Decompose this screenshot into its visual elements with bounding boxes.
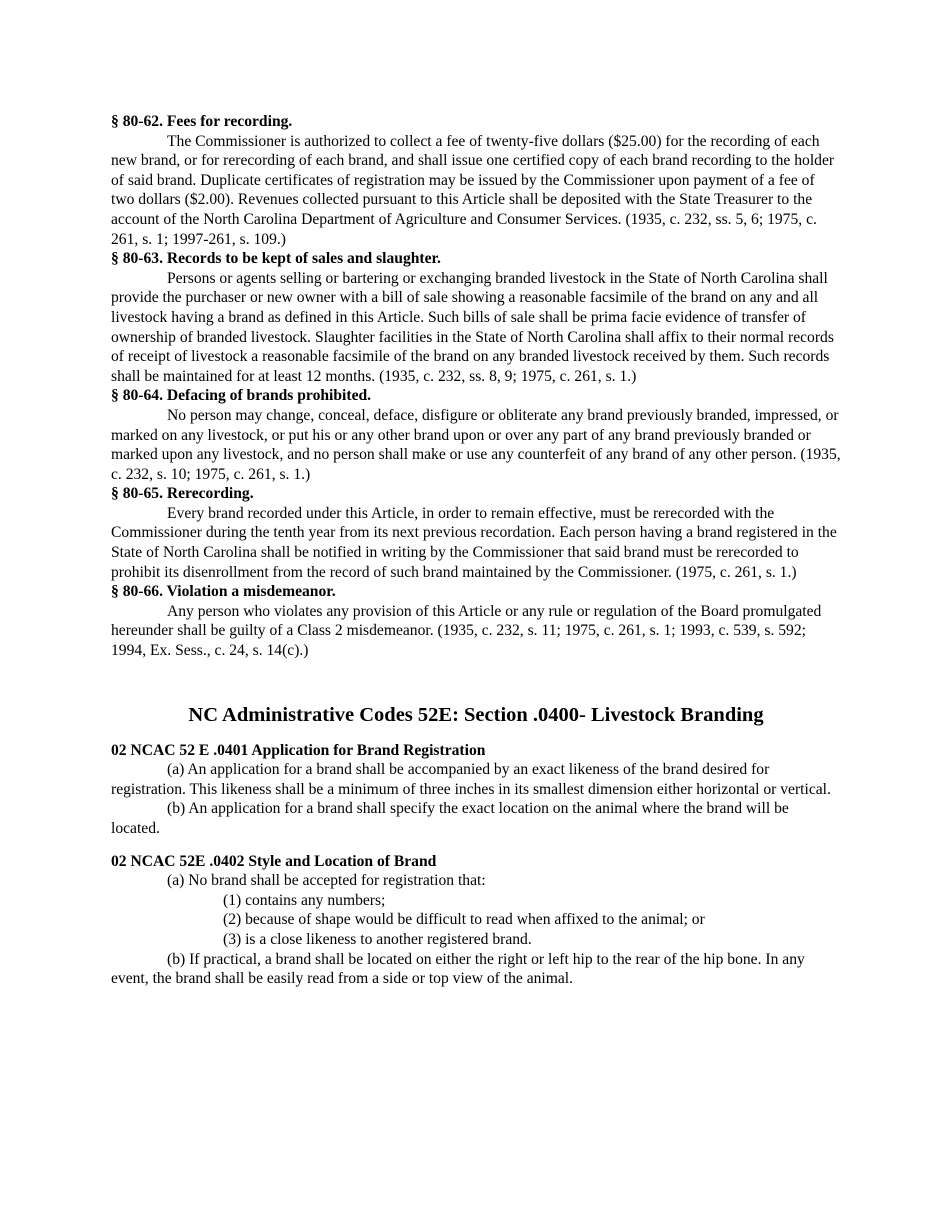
rule-paragraph-a: (a) No brand shall be accepted for registration that:	[167, 872, 486, 890]
spacer	[111, 839, 841, 852]
rule-0401	[111, 741, 841, 839]
list-item: (2) because of shape would be difficult to read when affixed to the animal; or	[223, 911, 705, 929]
statute-80-66	[111, 582, 841, 660]
rule-0402	[111, 852, 841, 989]
document-page	[111, 112, 841, 989]
rule-heading: 02 NCAC 52E .0402 Style and Location of Brand	[111, 852, 437, 870]
rule-paragraph-a: (a) An application for a brand shall be accompanied by an exact likeness of the brand desired for registration. This likeness shall be a minimum of three inches in its smallest dimension either horizontal or vertical.	[111, 761, 831, 798]
section-paragraph: Persons or agents selling or bartering or exchanging branded livestock in the State of North Carolina shall provide the purchaser or new owner with a bill of sale showing a reasonable facsimile of the brand on any and all livestock having a brand as defined in this Article. Such bills of sale shall be prima facie evidence of transfer of ownership of branded livestock. Slaughter facilities in the State of North Carolina shall affix to their normal records of receipt of livestock a reasonable facsimile of the brand on any branded livestock received by them. Such records shall be maintained for at least 12 months. (1935, c. 232, ss. 8, 9; 1975, c. 261, s. 1.)	[111, 269, 834, 385]
section-heading: § 80-62. Fees for recording.	[111, 113, 293, 130]
section-heading: § 80-64. Defacing of brands prohibited.	[111, 387, 372, 405]
list-item: (3) is a close likeness to another registered brand.	[223, 930, 532, 948]
spacer	[111, 728, 841, 741]
statute-80-64	[111, 386, 841, 484]
section-paragraph: Any person who violates any provision of this Article or any rule or regulation of the Board promulgated hereunder shall be guilty of a Class 2 misdemeanor. (1935, c. 232, s. 11; 1975, c. 261, s. 1; 1993, c. 539, s. 592; 1994, Ex. Sess., c. 24, s. 14(c).)	[111, 602, 822, 660]
rule-heading: 02 NCAC 52 E .0401 Application for Brand Registration	[111, 741, 486, 759]
rule-paragraph-b: (b) An application for a brand shall specify the exact location on the animal where the brand will be located.	[111, 800, 789, 837]
section-heading: § 80-66. Violation a misdemeanor.	[111, 583, 336, 601]
section-paragraph: No person may change, conceal, deface, disfigure or obliterate any brand previously branded, impressed, or marked on any livestock, or put his or any other brand upon or over any part of any brand previously branded or marked upon any livestock, and no person shall make or use any counterfeit of any brand of any other person. (1935, c. 232, s. 10; 1975, c. 261, s. 1.)	[111, 406, 841, 483]
section-paragraph: The Commissioner is authorized to collect a fee of twenty-five dollars ($25.00) for the recording of each new brand, or for rerecording of each brand, and shall issue one certified copy of each brand recording to the holder of said brand. Duplicate certificates of registration may be issued by the Commissioner upon payment of a fee of two dollars ($2.00). Revenues collected pursuant to this Article shall be deposited with the State Treasurer to the account of the North Carolina Department of Agriculture and Consumer Services. (1935, c. 232, ss. 5, 6; 1975, c. 261, s. 1; 1997-261, s. 109.)	[111, 132, 835, 248]
list-item: (1) contains any numbers;	[223, 891, 386, 909]
section-paragraph: Every brand recorded under this Article, in order to remain effective, must be rerecorded with the Commissioner during the tenth year from its next previous recordation. Each person having a brand registered in the State of North Carolina shall be notified in writing by the Commissioner that said brand must be rerecorded to prohibit its disenrollment from the record of such brand maintained by the Commissioner. (1975, c. 261, s. 1.)	[111, 504, 837, 581]
section-heading: § 80-65. Rerecording.	[111, 485, 254, 503]
admin-codes-title: NC Administrative Codes 52E: Section .0400- Livestock Branding	[188, 703, 764, 726]
statute-80-65	[111, 484, 841, 582]
rule-paragraph-b: (b) If practical, a brand shall be located on either the right or left hip to the rear of the hip bone. In any event, the brand shall be easily read from a side or top view of the animal.	[111, 950, 805, 988]
statute-80-62	[111, 112, 841, 249]
statute-80-63	[111, 249, 841, 386]
section-heading: § 80-63. Records to be kept of sales and slaughter.	[111, 250, 441, 268]
